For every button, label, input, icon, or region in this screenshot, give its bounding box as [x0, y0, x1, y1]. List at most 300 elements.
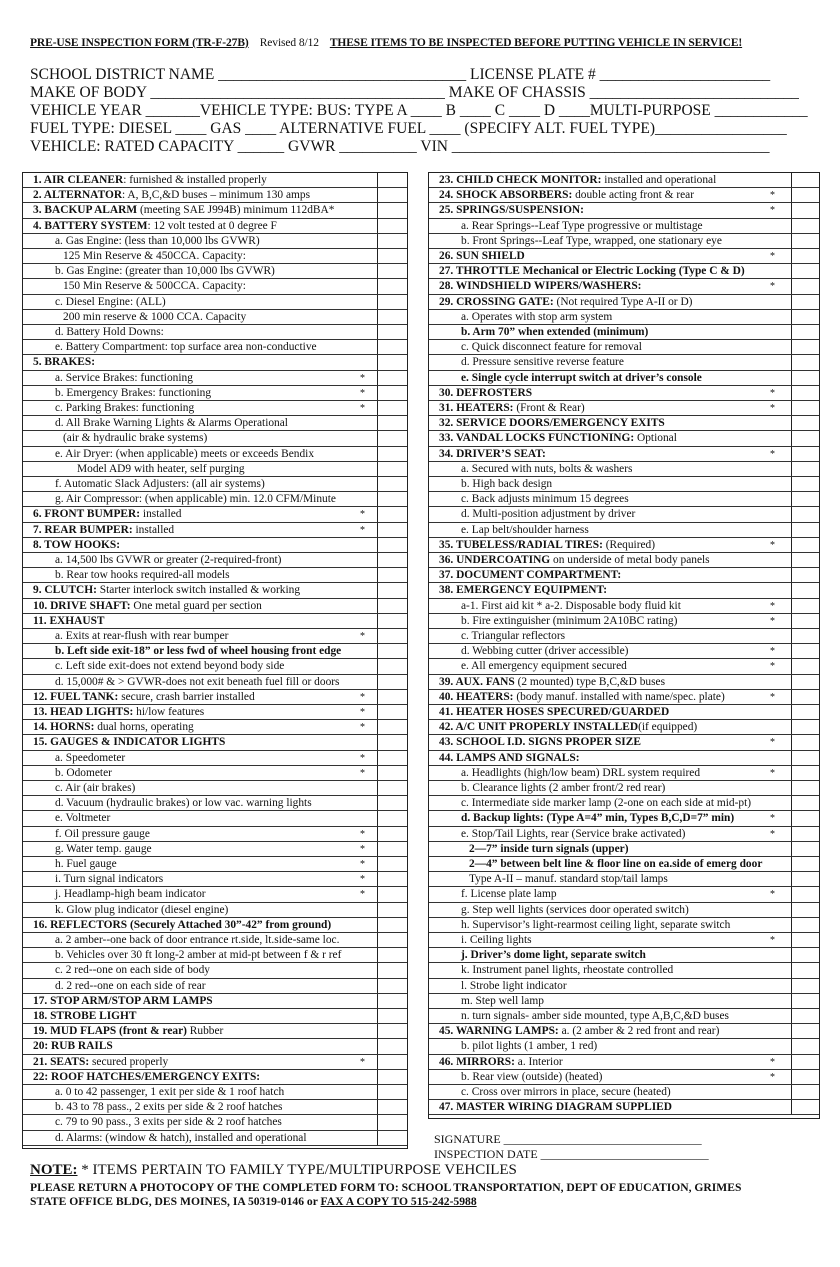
item-heading: 25. SPRINGS/SUSPENSION: — [439, 204, 584, 217]
checklist-row — [429, 538, 819, 553]
checklist-item-text — [461, 948, 646, 962]
checklist-row — [429, 431, 819, 446]
item-heading: 40. HEATERS: — [439, 690, 514, 703]
note-label: NOTE: — [30, 1162, 78, 1178]
checklist-item-text — [33, 705, 204, 719]
inspection-checkbox[interactable] — [791, 568, 814, 583]
inspection-checkbox[interactable] — [377, 477, 400, 492]
item-heading: 19. MUD FLAPS (front & rear) — [33, 1025, 187, 1038]
inspection-checkbox[interactable] — [791, 690, 814, 705]
signature-field[interactable]: SIGNATURE _________________________________ — [434, 1132, 702, 1146]
checklist-item-text — [55, 675, 340, 689]
checklist-row — [23, 568, 407, 583]
inspection-checkbox[interactable] — [377, 827, 400, 842]
inspection-date-field[interactable]: INSPECTION DATE ____________________________ — [434, 1147, 709, 1161]
item-detail: a. (2 amber & 2 red front and rear) — [558, 1025, 720, 1038]
item-detail: installed and operational — [601, 174, 717, 186]
item-detail: a-1. First aid kit * a-2. Disposable body fluid kit — [461, 599, 681, 612]
footer-return-line: PLEASE RETURN A PHOTOCOPY OF THE COMPLETED FORM TO: SCHOOL TRANSPORTATION, DEPT OF EDUCATION, GRIMES — [30, 1181, 742, 1194]
checklist-row — [23, 1009, 407, 1024]
inspection-checkbox[interactable] — [791, 249, 814, 264]
checklist-row — [23, 538, 407, 553]
checklist-row — [429, 553, 819, 568]
item-heading: 15. GAUGES & INDICATOR LIGHTS — [33, 736, 226, 749]
checklist-row — [429, 447, 819, 462]
family-type-asterisk: * — [770, 190, 775, 202]
item-detail: a. Service Brakes: functioning — [55, 371, 193, 384]
note-line — [30, 1162, 517, 1179]
inspection-checkbox[interactable] — [377, 766, 400, 781]
item-detail: k. Glow plug indicator (diesel engine) — [55, 903, 229, 916]
inspection-checkbox[interactable] — [377, 918, 400, 933]
checklist-row — [429, 1009, 819, 1024]
inspection-checkbox[interactable] — [791, 675, 814, 690]
inspection-checkbox[interactable] — [791, 401, 814, 416]
inspection-checkbox[interactable] — [377, 386, 400, 401]
item-detail: (Front & Rear) — [513, 402, 585, 414]
checklist-item-text — [461, 371, 702, 385]
inspection-checkbox[interactable] — [377, 401, 400, 416]
inspection-checkbox[interactable] — [377, 583, 400, 598]
footer-address-line — [30, 1195, 477, 1208]
inspection-checkbox[interactable] — [791, 355, 814, 370]
item-heading: 29. CROSSING GATE: — [439, 295, 554, 308]
item-detail: (air & hydraulic brake systems) — [63, 432, 208, 445]
checklist-row — [23, 599, 407, 614]
checklist-item-text — [77, 462, 245, 476]
item-heading: 39. AUX. FANS — [439, 675, 515, 688]
checklist-row — [429, 279, 819, 294]
inspection-checkbox[interactable] — [377, 249, 400, 264]
item-heading: 21. SEATS: — [33, 1055, 90, 1068]
inspection-checkbox[interactable] — [791, 340, 814, 355]
inspection-checkbox[interactable] — [377, 295, 400, 310]
checklist-row — [23, 690, 407, 705]
item-heading: 42. A/C UNIT PROPERLY INSTALLED — [439, 721, 639, 734]
inspection-checkbox[interactable] — [791, 781, 814, 796]
inspection-checkbox[interactable] — [791, 538, 814, 553]
checklist-row — [23, 918, 407, 933]
inspection-checkbox[interactable] — [791, 325, 814, 340]
family-type-asterisk: * — [770, 205, 775, 217]
item-detail: Starter interlock switch installed & working — [96, 584, 301, 597]
checklist-row — [429, 811, 819, 826]
item-detail: installed — [140, 508, 182, 521]
item-detail: f. License plate lamp — [461, 888, 557, 901]
inspection-checkbox[interactable] — [377, 994, 400, 1009]
checklist-item-text — [461, 644, 628, 658]
inspection-checkbox[interactable] — [377, 1131, 400, 1146]
inspection-checkbox[interactable] — [791, 994, 814, 1009]
checklist-row — [429, 751, 819, 766]
inspection-checkbox[interactable] — [377, 705, 400, 720]
checklist-item-text — [63, 249, 246, 263]
inspection-checkbox[interactable] — [791, 705, 814, 720]
inspection-checkbox[interactable] — [791, 492, 814, 507]
inspection-checkbox[interactable] — [377, 188, 400, 203]
item-detail: d. 15,000# & > GVWR-does not exit beneath fuel fill or doors — [55, 675, 340, 688]
item-detail: c. 2 red--one on each side of body — [55, 964, 210, 977]
inspection-checkbox[interactable] — [377, 538, 400, 553]
inspection-checkbox[interactable] — [791, 1024, 814, 1039]
item-heading: 31. HEATERS: — [439, 402, 514, 414]
inspection-checkbox[interactable] — [791, 1055, 814, 1070]
inspection-checkbox[interactable] — [377, 690, 400, 705]
checklist-row — [429, 659, 819, 674]
checklist-row — [429, 401, 819, 416]
checklist-row — [23, 827, 407, 842]
inspection-checkbox[interactable] — [377, 340, 400, 355]
checklist-row — [23, 1024, 407, 1039]
checklist-item-text — [55, 903, 228, 917]
checklist-row — [429, 371, 819, 386]
inspection-checkbox[interactable] — [377, 203, 400, 218]
checklist-item-text — [33, 523, 174, 537]
family-type-asterisk: * — [360, 691, 365, 703]
inspection-checkbox[interactable] — [377, 811, 400, 826]
inspection-checkbox[interactable] — [791, 751, 814, 766]
item-detail: c. Back adjusts minimum 15 degrees — [461, 493, 629, 506]
inspection-checkbox[interactable] — [791, 903, 814, 918]
checklist-item-text — [461, 796, 751, 810]
inspection-checkbox[interactable] — [791, 599, 814, 614]
inspection-checkbox[interactable] — [791, 416, 814, 431]
family-type-asterisk: * — [770, 646, 775, 658]
checklist-row — [429, 325, 819, 340]
inspection-checkbox[interactable] — [791, 203, 814, 218]
item-heading: 1. AIR CLEANER — [33, 174, 124, 186]
item-detail: : furnished & installed properly — [123, 174, 267, 186]
family-type-asterisk: * — [360, 843, 365, 855]
family-type-asterisk: * — [770, 403, 775, 414]
inspection-checkbox[interactable] — [791, 720, 814, 735]
inspection-checkbox[interactable] — [791, 887, 814, 902]
family-type-asterisk: * — [770, 1056, 775, 1068]
inspection-checkbox[interactable] — [377, 568, 400, 583]
inspection-checkbox[interactable] — [791, 857, 814, 872]
checklist-item-text — [33, 1024, 223, 1038]
item-detail: b. Arm 70” when extended (minimum) — [461, 326, 649, 338]
item-detail: secure, crash barrier installed — [118, 690, 255, 703]
inspection-checkbox[interactable] — [791, 766, 814, 781]
checklist-item-text — [439, 583, 607, 597]
checklist-row — [23, 675, 407, 690]
inspection-checkbox[interactable] — [377, 751, 400, 766]
inspection-checkbox[interactable] — [377, 675, 400, 690]
item-detail: a. Gas Engine: (less than 10,000 lbs GVWR) — [55, 234, 260, 247]
item-detail: e. Single cycle interrupt switch at driver’s console — [461, 371, 702, 384]
header-line-district[interactable]: SCHOOL DISTRICT NAME ________________________________ LICENSE PLATE # ______________________ — [30, 66, 771, 83]
item-heading: 10. DRIVE SHAFT: — [33, 599, 131, 612]
inspection-checkbox[interactable] — [791, 371, 814, 386]
checklist-row — [23, 219, 407, 234]
inspection-checkbox[interactable] — [791, 659, 814, 674]
item-detail: Type A-II – manuf. standard stop/tail lamps — [469, 873, 668, 886]
checklist-item-text — [469, 872, 668, 886]
checklist-row — [429, 857, 819, 872]
family-type-asterisk: * — [360, 1056, 365, 1068]
item-detail: h. Fuel gauge — [55, 858, 117, 870]
checklist-row — [23, 811, 407, 826]
checklist-item-text — [461, 492, 629, 506]
item-detail: c. Intermediate side marker lamp (2-one on each side at mid-pt) — [461, 797, 752, 810]
inspection-checkbox[interactable] — [377, 1055, 400, 1070]
inspection-checkbox[interactable] — [377, 781, 400, 796]
checklist-item-text — [439, 249, 525, 263]
item-heading: 4. BATTERY SYSTEM — [33, 219, 148, 232]
inspection-checkbox[interactable] — [791, 583, 814, 598]
inspection-checkbox[interactable] — [377, 948, 400, 963]
inspection-checkbox[interactable] — [377, 963, 400, 978]
checklist-item-text — [461, 903, 689, 917]
checklist-row — [23, 751, 407, 766]
item-detail: d. Battery Hold Downs: — [55, 326, 164, 338]
item-detail: a. Secured with nuts, bolts & washers — [461, 462, 633, 475]
checklist-item-text — [55, 887, 206, 901]
inspection-checkbox[interactable] — [377, 325, 400, 340]
inspection-checkbox[interactable] — [791, 462, 814, 477]
inspection-checkbox[interactable] — [377, 1024, 400, 1039]
item-detail: (Required) — [602, 538, 656, 551]
inspection-checkbox[interactable] — [377, 857, 400, 872]
checklist-row — [23, 492, 407, 507]
item-heading: 13. HEAD LIGHTS: — [33, 706, 134, 718]
inspection-checkbox[interactable] — [377, 447, 400, 462]
item-detail: g. Water temp. gauge — [55, 842, 152, 855]
checklist-row — [23, 979, 407, 994]
checklist-item-text — [461, 462, 632, 476]
inspection-checkbox[interactable] — [377, 355, 400, 370]
inspection-checkbox[interactable] — [791, 507, 814, 522]
inspection-checkbox[interactable] — [377, 264, 400, 279]
header-line-make[interactable]: MAKE OF BODY ______________________________________ MAKE OF CHASSIS ___________________________ — [30, 84, 799, 101]
item-heading: 32. SERVICE DOORS/EMERGENCY EXITS — [439, 417, 665, 430]
inspection-checkbox[interactable] — [791, 629, 814, 644]
inspection-checkbox[interactable] — [377, 796, 400, 811]
checklist-item-text — [461, 887, 557, 901]
inspection-checkbox[interactable] — [791, 933, 814, 948]
inspection-checkbox[interactable] — [377, 507, 400, 522]
inspection-checkbox[interactable] — [791, 963, 814, 978]
inspection-checkbox[interactable] — [791, 872, 814, 887]
item-detail: e. All emergency equipment secured — [461, 660, 627, 673]
item-heading: 26. SUN SHIELD — [439, 250, 525, 262]
checklist-item-text — [439, 386, 532, 400]
item-detail: Optional — [634, 432, 677, 445]
note-text: * ITEMS PERTAIN TO FAMILY TYPE/MULTIPURPOSE VEHCILES — [81, 1162, 517, 1178]
inspection-checkbox[interactable] — [377, 1085, 400, 1100]
item-heading: 46. MIRRORS: — [439, 1055, 515, 1068]
checklist-row — [23, 705, 407, 720]
checklist-item-text — [33, 173, 267, 187]
family-type-asterisk: * — [360, 874, 365, 886]
inspection-checkbox[interactable] — [377, 492, 400, 507]
item-heading: 16. REFLECTORS — [33, 918, 128, 931]
inspection-checkbox[interactable] — [377, 903, 400, 918]
inspection-checkbox[interactable] — [791, 842, 814, 857]
inspection-checkbox[interactable] — [791, 234, 814, 249]
checklist-item-text — [55, 401, 194, 415]
inspection-checkbox[interactable] — [377, 933, 400, 948]
checklist-row — [429, 614, 819, 629]
header-line-vehicle-type[interactable]: VEHICLE YEAR _______VEHICLE TYPE: BUS: TYPE A ____ B ____ C ____ D ____MULTI-PURPOSE ____________ — [30, 102, 808, 119]
checklist-item-text — [439, 1024, 719, 1038]
item-detail: b. 43 to 78 pass., 2 exits per side & 2 roof hatches — [55, 1101, 283, 1114]
inspection-checkbox[interactable] — [377, 431, 400, 446]
checklist-item-text — [461, 766, 700, 780]
family-type-asterisk: * — [360, 722, 365, 734]
item-detail: installed — [132, 523, 175, 536]
inspection-checkbox[interactable] — [791, 827, 814, 842]
inspection-checkbox[interactable] — [377, 599, 400, 614]
inspection-checkbox[interactable] — [377, 523, 400, 538]
inspection-checkbox[interactable] — [791, 431, 814, 446]
item-detail: (Not required Type A-II or D) — [553, 295, 693, 308]
family-type-asterisk: * — [360, 752, 365, 764]
family-type-asterisk: * — [770, 813, 775, 825]
checklist-row — [429, 249, 819, 264]
inspection-checkbox[interactable] — [791, 644, 814, 659]
inspection-checkbox[interactable] — [791, 1100, 814, 1115]
inspection-checkbox[interactable] — [791, 279, 814, 294]
inspection-checkbox[interactable] — [791, 447, 814, 462]
inspection-checkbox[interactable] — [791, 310, 814, 325]
checklist-row — [23, 462, 407, 477]
item-detail: (meeting SAE J994B) minimum 112dBA* — [137, 204, 335, 217]
checklist-item-text — [33, 994, 213, 1008]
inspection-checkbox[interactable] — [377, 614, 400, 629]
inspection-checkbox[interactable] — [791, 614, 814, 629]
inspection-checkbox[interactable] — [377, 872, 400, 887]
inspection-checkbox[interactable] — [791, 811, 814, 826]
family-type-asterisk: * — [360, 707, 365, 718]
checklist-row — [23, 1085, 407, 1100]
inspection-checkbox[interactable] — [377, 371, 400, 386]
inspection-checkbox[interactable] — [791, 295, 814, 310]
inspection-checkbox[interactable] — [377, 659, 400, 674]
item-heading: 28. WINDSHIELD WIPERS/WASHERS: — [439, 280, 642, 293]
item-heading: 20: RUB RAILS — [33, 1040, 113, 1053]
inspection-checkbox[interactable] — [791, 918, 814, 933]
item-detail: d. Pressure sensitive reverse feature — [461, 356, 624, 369]
checklist-item-text — [33, 614, 105, 628]
item-detail: a. Rear Springs--Leaf Type progressive or multistage — [461, 219, 703, 232]
item-detail: hi/low features — [133, 706, 205, 718]
checklist-item-text — [439, 720, 697, 734]
inspection-checkbox[interactable] — [377, 979, 400, 994]
checklist-row — [23, 1070, 407, 1085]
inspection-checkbox[interactable] — [377, 842, 400, 857]
inspection-checkbox[interactable] — [377, 644, 400, 659]
inspection-checkbox[interactable] — [791, 1085, 814, 1100]
inspection-checkbox[interactable] — [791, 735, 814, 750]
item-detail: a. Headlights (high/low beam) DRL system required — [461, 766, 701, 779]
inspection-checkbox[interactable] — [791, 979, 814, 994]
checklist-row — [429, 644, 819, 659]
inspection-checkbox[interactable] — [791, 1039, 814, 1054]
inspection-checkbox[interactable] — [377, 310, 400, 325]
inspection-checkbox[interactable] — [377, 887, 400, 902]
checklist-row — [429, 796, 819, 811]
inspection-checkbox[interactable] — [791, 523, 814, 538]
item-detail: d. Alarms: (window & hatch), installed and operational — [55, 1131, 307, 1144]
header-line-fuel-type[interactable]: FUEL TYPE: DIESEL ____ GAS ____ ALTERNATIVE FUEL ____ (SPECIFY ALT. FUEL TYPE)_________________ — [30, 120, 787, 137]
inspection-checkbox[interactable] — [791, 1070, 814, 1085]
checklist-row — [23, 431, 407, 446]
checklist-item-text — [55, 857, 117, 871]
item-heading: 14. HORNS: — [33, 721, 95, 734]
inspection-checkbox[interactable] — [377, 416, 400, 431]
item-detail: g. Air Compressor: (when applicable) min. 12.0 CFM/Minute — [55, 493, 336, 506]
checklist-row — [429, 234, 819, 249]
item-heading: 37. DOCUMENT COMPARTMENT: — [439, 569, 622, 582]
inspection-checkbox[interactable] — [791, 188, 814, 203]
family-type-asterisk: * — [360, 524, 365, 536]
inspection-checkbox[interactable] — [791, 477, 814, 492]
inspection-checkbox[interactable] — [377, 219, 400, 234]
checklist-row — [23, 614, 407, 629]
item-detail: c. Quick disconnect feature for removal — [461, 341, 642, 354]
family-type-asterisk: * — [770, 281, 775, 293]
inspection-checkbox[interactable] — [791, 1009, 814, 1024]
inspection-checkbox[interactable] — [377, 735, 400, 750]
inspection-checkbox[interactable] — [791, 386, 814, 401]
inspection-checkbox[interactable] — [377, 1100, 400, 1115]
inspection-checkbox[interactable] — [791, 796, 814, 811]
inspection-checkbox[interactable] — [377, 1115, 400, 1130]
checklist-item-text — [439, 173, 716, 187]
item-detail: c. Air (air brakes) — [55, 782, 136, 794]
checklist-row — [23, 295, 407, 310]
checklist-item-text — [55, 264, 275, 278]
item-heading: 3. BACKUP ALARM — [33, 204, 138, 217]
inspection-checkbox[interactable] — [377, 279, 400, 294]
checklist-item-text — [63, 310, 246, 324]
inspection-checkbox[interactable] — [377, 1070, 400, 1085]
checklist-item-text — [55, 1115, 282, 1129]
checklist-row — [23, 766, 407, 781]
checklist-row — [429, 1039, 819, 1054]
checklist-row — [23, 386, 407, 401]
inspection-checkbox[interactable] — [791, 553, 814, 568]
inspection-checkbox[interactable] — [377, 629, 400, 644]
item-detail: f. Oil pressure gauge — [55, 827, 150, 840]
inspection-checkbox[interactable] — [377, 720, 400, 735]
item-detail: 2—4” between belt line & floor line on ea.side of emerg door — [469, 858, 763, 870]
checklist-item-text — [469, 857, 762, 871]
item-detail: : 12 volt tested at 0 degree F — [147, 219, 277, 232]
inspection-checkbox[interactable] — [791, 948, 814, 963]
item-detail: a. Interior — [514, 1055, 563, 1068]
inspection-checkbox[interactable] — [791, 219, 814, 234]
inspection-checkbox[interactable] — [377, 1039, 400, 1054]
header-line-capacity[interactable]: VEHICLE: RATED CAPACITY ______ GVWR __________ VIN _________________________________________ — [30, 138, 770, 155]
inspection-checkbox[interactable] — [377, 1009, 400, 1024]
item-detail: 2—7” inside turn signals (upper) — [469, 842, 629, 855]
item-detail: d. 2 red--one on each side of rear — [55, 979, 206, 992]
item-detail: e. Air Dryer: (when applicable) meets or exceeds Bendix — [55, 447, 315, 460]
inspection-checkbox[interactable] — [377, 173, 400, 188]
inspection-checkbox[interactable] — [377, 234, 400, 249]
item-heading: 43. SCHOOL I.D. SIGNS PROPER SIZE — [439, 736, 641, 749]
revision-date: Revised 8/12 — [259, 37, 319, 49]
checklist-item-text — [33, 219, 277, 233]
inspection-checkbox[interactable] — [377, 553, 400, 568]
inspection-checkbox[interactable] — [791, 264, 814, 279]
inspection-checkbox[interactable] — [791, 173, 814, 188]
item-detail: d. Webbing cutter (driver accessible) — [461, 645, 629, 658]
inspection-checkbox[interactable] — [377, 462, 400, 477]
